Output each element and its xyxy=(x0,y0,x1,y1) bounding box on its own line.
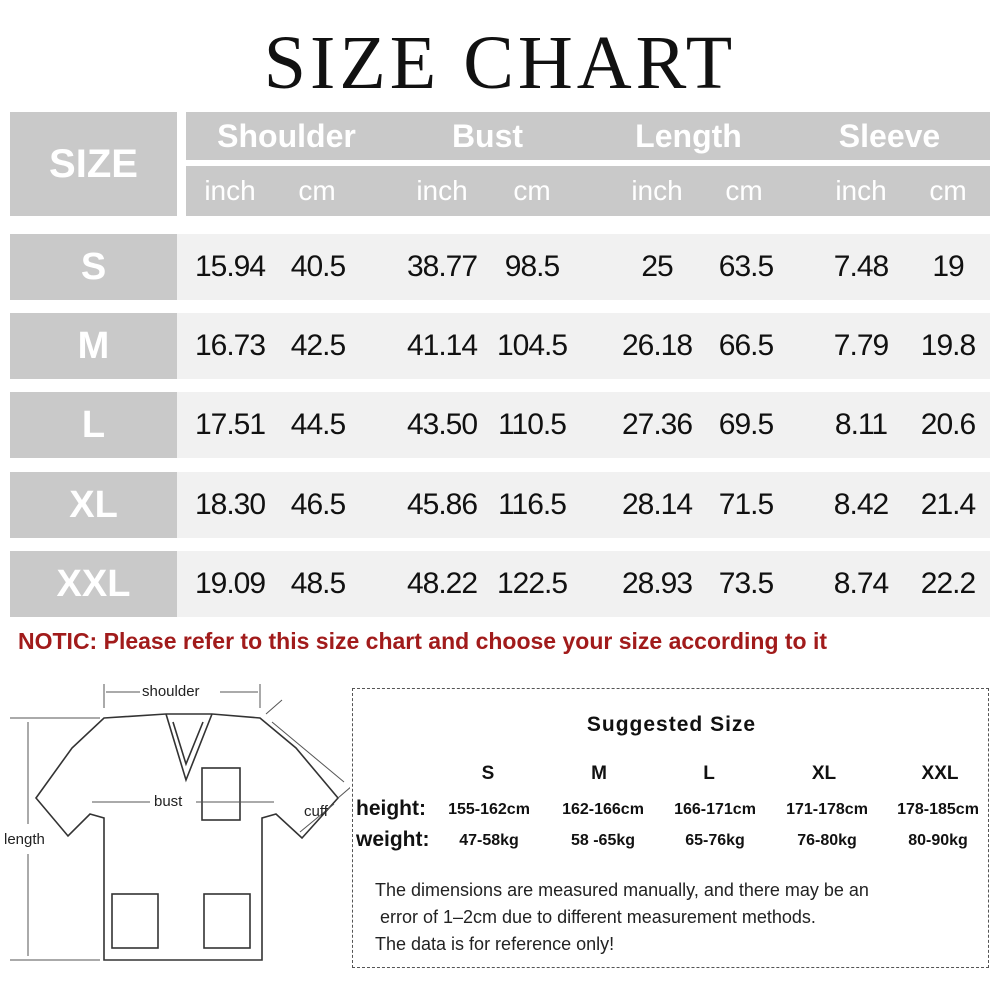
suggested-size-box xyxy=(352,688,989,968)
lower-pocket-right xyxy=(204,894,250,948)
table-cell: 45.86 xyxy=(406,488,478,521)
row-size-label: S xyxy=(10,234,177,300)
row-size-label: XXL xyxy=(10,551,177,617)
weight-label: weight: xyxy=(356,828,430,851)
table-cell: 42.5 xyxy=(290,329,346,362)
table-cell: 8.11 xyxy=(834,408,888,441)
height-value: 178-185cm xyxy=(897,801,979,818)
unit-label: inch xyxy=(204,175,256,206)
size-column-header: SIZE xyxy=(10,112,177,216)
disclaimer-line: The dimensions are measured manually, and there may be an xyxy=(375,880,869,900)
table-cell: 21.4 xyxy=(920,488,976,521)
table-cell: 46.5 xyxy=(290,488,346,521)
shoulder-label: shoulder xyxy=(142,683,200,700)
shirt-measurement-diagram xyxy=(0,678,350,978)
table-cell: 19.8 xyxy=(920,329,976,362)
weight-value: 58 -65kg xyxy=(570,832,636,849)
table-cell: 63.5 xyxy=(718,250,774,283)
unit-label: cm xyxy=(929,175,967,206)
row-size-label: XL xyxy=(10,472,177,538)
height-value: 171-178cm xyxy=(786,801,868,818)
unit-label: inch xyxy=(631,175,683,206)
table-cell: 48.22 xyxy=(406,567,478,600)
weight-value: 76-80kg xyxy=(797,832,857,849)
shirt-neckline-inner xyxy=(173,722,203,764)
table-cell: 15.94 xyxy=(194,250,266,283)
suggested-size-label: XL xyxy=(811,763,837,784)
table-row xyxy=(10,392,990,458)
table-cell: 27.36 xyxy=(621,408,693,441)
unit-label: cm xyxy=(513,175,551,206)
table-cell: 110.5 xyxy=(498,408,566,441)
table-cell: 7.79 xyxy=(833,329,889,362)
disclaimer-line: error of 1–2cm due to different measurement methods. xyxy=(375,907,816,927)
page-title: SIZE CHART xyxy=(263,21,737,105)
table-cell: 44.5 xyxy=(290,408,346,441)
measurement-disclaimer xyxy=(375,877,869,958)
height-value: 155-162cm xyxy=(448,801,530,818)
unit-label: cm xyxy=(725,175,763,206)
table-cell: 116.5 xyxy=(498,488,566,521)
row-size-label: L xyxy=(10,392,177,458)
height-value: 162-166cm xyxy=(562,801,644,818)
table-cell: 28.93 xyxy=(621,567,693,600)
table-cell: 28.14 xyxy=(621,488,693,521)
row-size-label: M xyxy=(10,313,177,379)
height-value: 166-171cm xyxy=(674,801,756,818)
weight-value: 47-58kg xyxy=(459,832,519,849)
table-row xyxy=(10,472,990,538)
table-cell: 8.42 xyxy=(833,488,889,521)
table-cell: 40.5 xyxy=(290,250,346,283)
measurement-group-header xyxy=(186,112,990,160)
table-cell: 17.51 xyxy=(194,408,266,441)
table-cell: 69.5 xyxy=(718,408,774,441)
row-values xyxy=(177,313,990,379)
table-cell: 8.74 xyxy=(833,567,889,600)
suggested-size-label: L xyxy=(703,763,715,784)
table-cell: 20.6 xyxy=(920,408,976,441)
table-cell: 25 xyxy=(641,250,673,283)
row-values xyxy=(177,392,990,458)
table-row xyxy=(10,313,990,379)
table-cell: 19.09 xyxy=(194,567,266,600)
table-cell: 48.5 xyxy=(290,567,346,600)
table-cell: 26.18 xyxy=(621,329,693,362)
chest-pocket xyxy=(202,768,240,820)
unit-label: inch xyxy=(835,175,887,206)
table-cell: 41.14 xyxy=(406,329,478,362)
table-cell: 19 xyxy=(932,250,964,283)
bust-label: bust xyxy=(154,793,183,810)
table-cell: 98.5 xyxy=(504,250,560,283)
table-row xyxy=(10,234,990,300)
table-cell: 7.48 xyxy=(833,250,889,283)
row-values xyxy=(177,234,990,300)
weight-value: 80-90kg xyxy=(908,832,968,849)
group-shoulder: Shoulder xyxy=(186,112,387,160)
table-cell: 18.30 xyxy=(194,488,266,521)
disclaimer-line: The data is for reference only! xyxy=(375,934,615,954)
table-cell: 43.50 xyxy=(406,408,478,441)
table-row xyxy=(10,551,990,617)
group-sleeve: Sleeve xyxy=(789,112,990,160)
unit-header-row xyxy=(186,166,990,216)
cuff-label: cuff xyxy=(304,803,328,820)
table-cell: 104.5 xyxy=(496,329,568,362)
table-cell: 73.5 xyxy=(718,567,774,600)
group-bust: Bust xyxy=(387,112,588,160)
row-values xyxy=(177,551,990,617)
suggested-size-label: S xyxy=(481,763,495,784)
table-cell: 22.2 xyxy=(920,567,976,600)
shirt-outline xyxy=(36,714,338,960)
group-length: Length xyxy=(588,112,789,160)
height-label: height: xyxy=(356,797,426,820)
unit-label: inch xyxy=(416,175,468,206)
suggested-size-title: Suggested Size xyxy=(586,713,757,736)
suggested-size-label: XXL xyxy=(921,763,959,784)
table-cell: 71.5 xyxy=(718,488,774,521)
weight-value: 65-76kg xyxy=(685,832,745,849)
table-cell: 66.5 xyxy=(718,329,774,362)
table-cell: 38.77 xyxy=(406,250,478,283)
table-cell: 122.5 xyxy=(496,567,568,600)
table-cell: 16.73 xyxy=(194,329,266,362)
notice-text: NOTIC: Please refer to this size chart and choose your size according to it xyxy=(18,628,828,654)
suggested-size-label: M xyxy=(591,763,607,784)
row-values xyxy=(177,472,990,538)
unit-label: cm xyxy=(298,175,336,206)
lower-pocket-left xyxy=(112,894,158,948)
length-label: length xyxy=(4,831,45,848)
